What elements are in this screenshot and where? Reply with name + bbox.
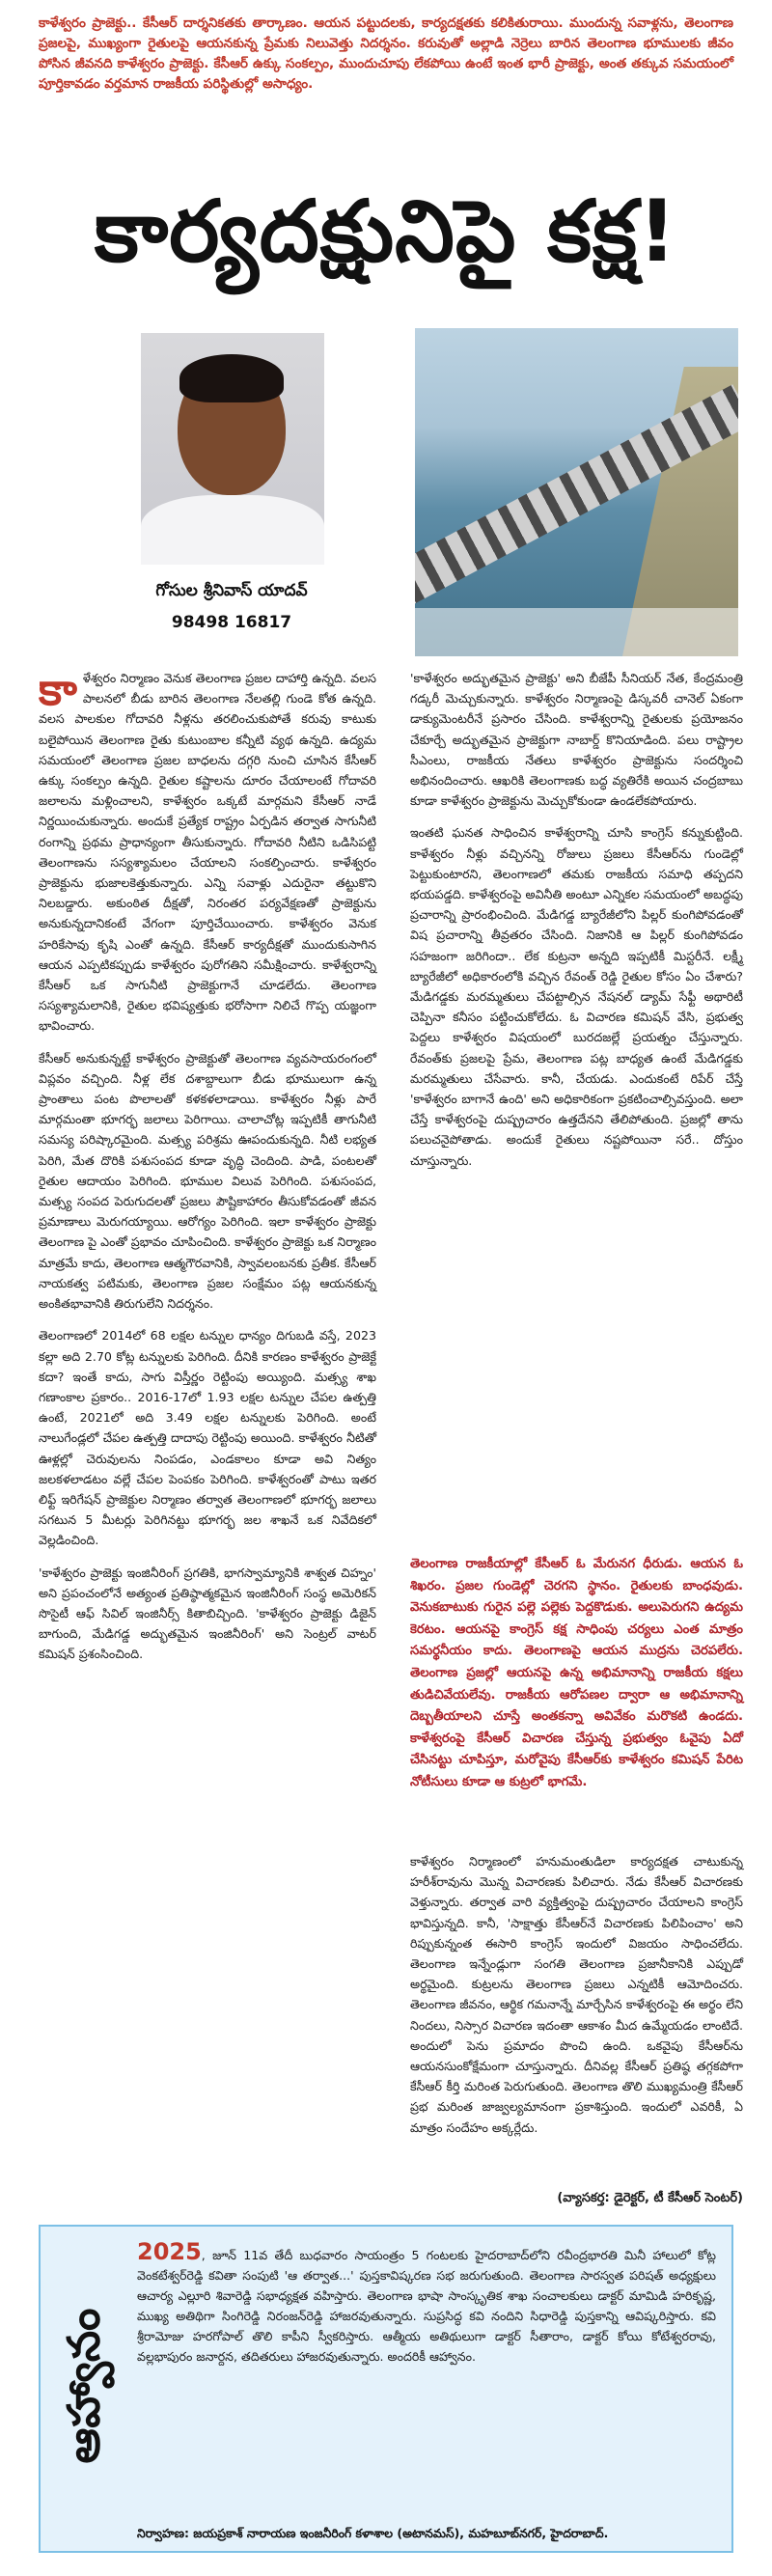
author-name: గోసుల శ్రీనివాస్ యాదవ్ xyxy=(155,581,308,600)
invitation-title: ఆహ్వానం xyxy=(57,2308,110,2464)
invitation-box xyxy=(39,2225,733,2553)
invitation-organizer: నిర్వాహణ: జయప్రకాశ్ నారాయణ ఇంజనీరింగ్ కళాశాల (అటానమస్), మహబూబ్‌నగర్, హైదరాబాద్. xyxy=(137,2526,609,2540)
article-paragraph: 'కాళేశ్వరం ప్రాజెక్టు ఇంజినీరింగ్ ప్రగతికి, భాగస్వామ్యానికి శాశ్వత చిహ్నం' అని ప్రపంచంలోనే అత్యంత ప్రతిష్ఠాత్మకమైన ఇంజినీరింగ్ సంస్థ అమెరికన్ సొసైటీ ఆఫ్ సివిల్ ఇంజినీర్స్ కితాబిచ్చింది. 'కాళేశ్వరం ప్రాజెక్టు డిజైన్ బాగుంది, మేడిగడ్డ అద్భుతమైన ఇంజినీరింగ్' అని సెంట్రల్ వాటర్ కమిషన్ ప్రశంసించింది. xyxy=(39,1565,376,1662)
author-photo xyxy=(141,333,324,565)
article-paragraph: కాళేశ్వరం నిర్మాణం వెనుక తెలంగాణ ప్రజల దాహార్తి ఉన్నది. వలస పాలనలో బీడు బారిన తెలంగాణ నేలతల్లి గుండె కోత ఉన్నది. వలస పాలకుల గోదావరి నీళ్లను తరలించుకుపోతే కరువు కాటుకు బలైపోయిన తెలంగాణ రైతు కుటుంబాల కన్నీటి వ్యథ ఉన్నది. ఉద్యమ సమయంలో తెలంగాణ ప్రజల బాధలను దగ్గరి నుంచి చూసిన కేసీఆర్ ఉక్కు సంకల్పం ఉన్నది. రైతుల కష్టాలను దూరం చేయాలంటే గోదావరి జలాలను మళ్లించాలని, కాళేశ్వరం ఒక్కటే మార్గమని కేసీఆర్ నాడే నిర్ణయించుకున్నారు. అందుకే ప్రత్యేక రాష్ట్రం ఏర్పడిన తర్వాత సాగునీటి రంగాన్ని ప్రథమ ప్రాధాన్యంగా తీసుకున్నారు. గోదావరి నీటిని ఒడిసిపట్టి తెలంగాణను సస్యశ్యామలం చేయాలని సంకల్పించారు. కాళేశ్వరం ప్రాజెక్టును భుజాలకెత్తుకున్నారు. ఎన్ని సవాళ్లు ఎదురైనా తట్టుకొని నిలబడ్డారు. అకుంఠిత దీక్షతో, నిరంతర పర్యవేక్షణతో ప్రాజెక్టును అనుకున్నదానికంటే వేగంగా పూర్తిచేయించారు. కాళేశ్వరం వెనుక హరికేసావు కృషి ఎంతో ఉన్నది. కేసీఆర్ కార్యదీక్షతో ముందుకుసాగిన ఆయన ఎప్పటికప్పుడు కాళేశ్వరం పురోగతిని సమీక్షించారు. కాళేశ్వరాన్ని కేసీఆర్ ఒక సాగునీటి ప్రాజెక్టుగానే చూడలేదు. తెలంగాణ సస్యశ్యామలానికి, రైతుల భవిష్యత్తుకు భరోసాగా నిలిచే గొప్ప యజ్ఞంగా భావించారు. xyxy=(39,663,376,1034)
invitation-body: 2025, జూన్ 11వ తేదీ బుధవారం సాయంత్రం 5 గంటలకు హైదరాబాద్‌లోని రవీంద్రభారతి మినీ హాలులో కోట్ల వెంకటేశ్వర్‌రెడ్డి కవితా సంపుటి 'ఆ తర్వాత...' పుస్తకావిష్కరణ సభ జరుగుతుంది. తెలంగాణ సారస్వత పరిషత్ అధ్యక్షులు ఆచార్య ఎల్లూరి శివారెడ్డి సభాధ్యక్షత వహిస్తారు. తెలంగాణ భాషా సాంస్కృతిక శాఖ సంచాలకులు డాక్టర్ మామిడి హరికృష్ణ, ముఖ్య అతిథిగా సింగిరెడ్డి నిరంజన్‌రెడ్డి హాజరవుతున్నారు. సుప్రసిద్ధ కవి నందిని సిధారెడ్డి పుస్తకాన్ని ఆవిష్కరిస్తారు. కవి శ్రీరామోజు హరగోపాల్ తొలి కాపీని స్వీకరిస్తారు. ఆత్మీయ అతిథులుగా డాక్టర్ సీతారాం, డాక్టర్ కోయి కోటేశ్వరరావు, వల్లభాపురం జనార్దన, తదితరులు హాజరవుతున్నారు. అందరికీ ఆహ్వానం. xyxy=(137,2238,716,2364)
headline: కార్యదక్షునిపై కక్ష! xyxy=(94,181,678,281)
article-paragraph: కేసీఆర్ అనుకున్నట్టే కాళేశ్వరం ప్రాజెక్టుతో తెలంగాణ వ్యవసాయరంగంలో విప్లవం వచ్చింది. నీళ్ల లేక దశాబ్దాలుగా బీడు భూములుగా ఉన్న ప్రాంతాలు పంట పొలాలతో కళకళలాడాయి. కాళేశ్వరం నీళ్లు పారే మార్గమంతా భూగర్భ జలాలు పెరిగాయి. చాలాచోట్ల ఇప్పటికీ తాగునీటి సమస్య పరిష్కారమైంది. మత్స్య పరిశ్రమ ఊపందుకున్నది. నీటి లభ్యత పెరిగి, మేత దొరికి పశుసంపద కూడా వృద్ధి చెందింది. పాడి, పంటలతో రైతుల ఆదాయం పెరిగింది. భూముల విలువ పెరిగింది. పశుసంపద, మత్స్య సంపద పెరుగుదలతో ప్రజలు పౌష్టికాహారం తీసుకోవడంతో జీవన ప్రమాణాలు మెరుగయ్యాయి. ఆరోగ్యం పెరిగింది. ఇలా కాళేశ్వరం ప్రాజెక్టు తెలంగాణ పై ఎంతో ప్రభావం చూపించింది. కాళేశ్వరం ప్రాజెక్టు ఒక నిర్మాణం మాత్రమే కాదు, తెలంగాణ ఆత్మగౌరవానికి, స్వావలంబనకు ప్రతీక. కేసీఆర్ నాయకత్వ పటిమకు, తెలంగాణ ప్రజల సంక్షేమం పట్ల ఆయనకున్న అంకితభావానికి తిరుగులేని నిదర్శనం. xyxy=(39,1050,376,1312)
article-paragraph: 'కాళేశ్వరం అద్భుతమైన ప్రాజెక్టు' అని బీజేపీ సీనియర్ నేత, కేంద్రమంత్రి గడ్కరీ మెచ్చుకున్నారు. కాళేశ్వరం నిర్మాణంపై డిస్కవరీ చానెల్ ఏకంగా డాక్యుమెంటరీనే ప్రసారం చేసింది. కాళేశ్వరాన్ని రైతులకు ప్రయోజనం చేకూర్చే అద్భుతమైన ప్రాజెక్టుగా నాబార్డ్ కొనియాడింది. పలు రాష్ట్రాల సీఎంలు, రాజకీయ నేతలు కాళేశ్వరం ప్రాజెక్టును సందర్శించి అభినందించారు. ఆఖరికి తెలంగాణకు బద్ధ వ్యతిరేకి అయిన చంద్రబాబు కూడా కాళేశ్వరం ప్రాజెక్టును మెచ్చుకోకుండా ఉండలేకపోయారు. xyxy=(410,671,743,809)
author-phone: 98498 16817 xyxy=(171,613,292,632)
drop-cap: కా xyxy=(39,663,77,715)
article-column-right xyxy=(410,668,743,1182)
author-credit: (వ్యాసకర్త: డైరెక్టర్, టీ కేసీఆర్ సెంటర్) xyxy=(557,2191,743,2205)
barrage-photo xyxy=(415,328,738,656)
article-paragraph: కాళేశ్వరం నిర్మాణంలో హనుమంతుడిలా కార్యదక్షత చాటుకున్న హరీశ్‌రావును మొన్న విచారణకు పిలిచారు. నేడు కేసీఆర్ విచారణకు వెళ్తున్నారు. తర్వాత వారి వ్యక్తిత్వంపై దుష్ప్రచారం చేయాలని కాంగ్రెస్ భావిస్తున్నది. కానీ, 'సాక్షాత్తు కేసీఆర్‌నే విచారణకు పిలిపించాం' అని రిప్పుకున్నంత ఈసారి కాంగ్రెస్ ఇందులో విజయం సాధించలేదు. తెలంగాణ ఇన్నేండ్లుగా సంగతి తెలంగాణ ప్రజానీకానికి ఎప్పుడో అర్థమైంది. కుట్రలను తెలంగాణ ప్రజలు ఎన్నటికీ ఆమోదించరు. తెలంగాణ జీవనం, ఆర్థిక గమనాన్నే మార్చేసిన కాళేశ్వరంపై ఈ అర్థం లేని నిందలు, నిస్సార విచారణ ఇదంతా ఆకాశం మీద ఉమ్మేయడం లాంటిదే. అందులో పెను ప్రమాదం పొంచి ఉంది. ఒకవైపు కేసీఆర్‌ను ఆయనసుంకోక్షేమంగా చూస్తున్నారు. దీనివల్ల కేసీఆర్ ప్రతిష్ఠ తగ్గకపోగా కేసీఆర్ కీర్తి మరింత పెరుగుతుంది. తెలంగాణ తొలి ముఖ్యమంత్రి కేసీఆర్ ప్రభ మరింత జాజ్వల్యమానంగా ప్రకాశిస్తుంది. ఇందులో ఎవరికీ, ఏ మాత్రం సందేహం అక్కర్లేదు. xyxy=(410,1854,743,2135)
article-column-right-continued xyxy=(410,1851,743,2149)
article-column-left xyxy=(39,663,377,1676)
byline xyxy=(116,579,347,635)
article-paragraph: ఇంతటి ఘనత సాధించిన కాళేశ్వరాన్ని చూసి కాంగ్రెస్ కన్నుకుట్టింది. కాళేశ్వరం నీళ్లు వచ్చినన్ని రోజులు ప్రజలు కేసీఆర్‌ను గుండెల్లో పెట్టుకుంటారని, తెలంగాణలో తమకు రాజకీయ సమాధి తప్పదని భయపడ్డది. కాళేశ్వరంపై అవినీతి అంటూ ఎన్నికల సమయంలో అబద్ధపు ప్రచారాన్ని ప్రారంభించింది. మేడిగడ్డ బ్యారేజీలోని పిల్లర్ కుంగిపోవడంతో విష ప్రచారాన్ని తీవ్రతరం చేసింది. నిజానికి ఆ పిల్లర్ కుంగిపోవడం సహజంగా జరిగిందా.. లేక కుట్రనా అన్నది ఇప్పటికీ మిస్టరీనే. లక్ష్మీ బ్యారేజీలో అధికారంలోకి వచ్చిన రేవంత్ రెడ్డి రైతుల కోసం ఏం చేశారు? మేడిగడ్డకు మరమ్మతులు చేపట్టాల్సిన నేషనల్ డ్యామ్ సేఫ్టీ అథారిటీ చెప్పినా కనీసం పట్టించుకోలేదు. ఓ విచారణ కమిషన్ వేసి, ప్రభుత్వ పెద్దలు కాళేశ్వరం విషయంలో బురదజల్లే ప్రయత్నం చేస్తున్నారు. రేవంత్‌కు ప్రజలపై ప్రేమ, తెలంగాణ పట్ల బాధ్యత ఉంటే మేడిగడ్డకు మరమ్మతులు చేసేవారు. కానీ, చేయడు. ఎందుకంటే రిపేర్ చేస్తే 'కాళేశ్వరం బాగానే ఉంది' అని అధికారికంగా ప్రకటించాల్సివస్తుంది. అలా చేస్తే కాళేశ్వరంపై దుష్ప్రచారం ఉత్తదేనని తేలిపోతుంది. ప్రజల్లో తాను పలుచనైపోతాడు. అందుకే రైతులు నష్టపోయినా సరే.. దోస్తుం చూస్తున్నారు. xyxy=(410,825,743,1168)
article-paragraph: తెలంగాణలో 2014లో 68 లక్షల టన్నుల ధాన్యం దిగుబడి వస్తే, 2023 కల్లా అది 2.70 కోట్ల టన్నులకు పెరిగింది. దీనికి కారణం కాళేశ్వరం ప్రాజెక్టే కదా? ఇంతే కాదు, సాగు విస్తీర్ణం రెట్టింపు అయ్యింది. మత్స్య శాఖ గణాంకాల ప్రకారం.. 2016-17లో 1.93 లక్షల టన్నుల చేపల ఉత్పత్తి ఉంటే, 2021లో అది 3.49 లక్షల టన్నులకు పెరిగింది. అంటే నాలుగేండ్లలో చేపల ఉత్పత్తి దాదాపు రెట్టింపు అయింది. కాళేశ్వరం నీటితో ఊళ్లల్లో చెరువులను నింపడం, ఎండకాలం కూడా అవి నిత్యం జలకళలాడటం వల్లే చేపల పెంపకం పెరిగింది. కాళేశ్వరంతో పాటు ఇతర లిఫ్ట్ ఇరిగేషన్ ప్రాజెక్టుల నిర్మాణం తర్వాత తెలంగాణలో భూగర్భ జలాలు సగటున 5 మీటర్లు పెరిగినట్టు భూగర్భ జల శాఖనే ఒక నివేదికలో వెల్లడించింది. xyxy=(39,1328,377,1548)
invitation-year: 2025 xyxy=(137,2238,202,2265)
pull-quote: తెలంగాణ రాజకీయాల్లో కేసీఆర్ ఓ మేరునగ ధీరుడు. ఆయన ఓ శిఖరం. ప్రజల గుండెల్లో చెరగని స్థానం. రైతులకు బాంధవుడు. వెనుకబాటుకు గురైన పల్లె పల్లెకు పెద్దకొడుకు. అలుపెరుగని ఉద్యమ కెరటం. ఆయనపై కాంగ్రెస్ కక్ష సాధింపు చర్యలు ఎంత మాత్రం సమర్థనీయం కాదు. తెలంగాణపై ఆయన ముద్రను చెరపలేరు. తెలంగాణ ప్రజల్లో ఆయనపై ఉన్న అభిమానాన్ని రాజకీయ కక్షలు తుడిచివేయలేవు. రాజకీయ ఆరోపణల ద్వారా ఆ అభిమానాన్ని దెబ్బతీయాలని చూస్తే అంతకన్నా అవివేకం మరొకటి ఉండదు. కాళేశ్వరంపై కేసీఆర్ విచారణ చేస్తున్న ప్రభుత్వం ఓవైపు ఏదో చేసినట్టు చూపిస్తూ, మరోవైపు కేసీఆర్‌కు కాళేశ్వరం కమిషన్ పేరిట నోటీసులు కూడా ఆ కుట్రలో భాగమే. xyxy=(410,1557,743,1789)
intro-paragraph: కాళేశ్వరం ప్రాజెక్టు.. కేసీఆర్ దార్శనికతకు తార్కాణం. ఆయన పట్టుదలకు, కార్యదక్షతకు కలికితురాయి. ముందున్న సవాళ్లను, తెలంగాణ ప్రజలపై, ముఖ్యంగా రైతులపై ఆయనకున్న ప్రేమకు నిలువెత్తు నిదర్శనం. కరువుతో అల్లాడి నెర్రెలు బారిన తెలంగాణ భూములకు జీవం పోసిన జీవనది కాళేశ్వరం ప్రాజెక్టు. కేసీఆర్ ఉక్కు సంకల్పం, ముందుచూపు లేకపోయి ఉంటే ఇంత భారీ ప్రాజెక్టు, అంత తక్కువ సమయంలో పూర్తికావడం వర్తమాన రాజకీయ పరిస్థితుల్లో అసాధ్యం. xyxy=(39,15,733,92)
